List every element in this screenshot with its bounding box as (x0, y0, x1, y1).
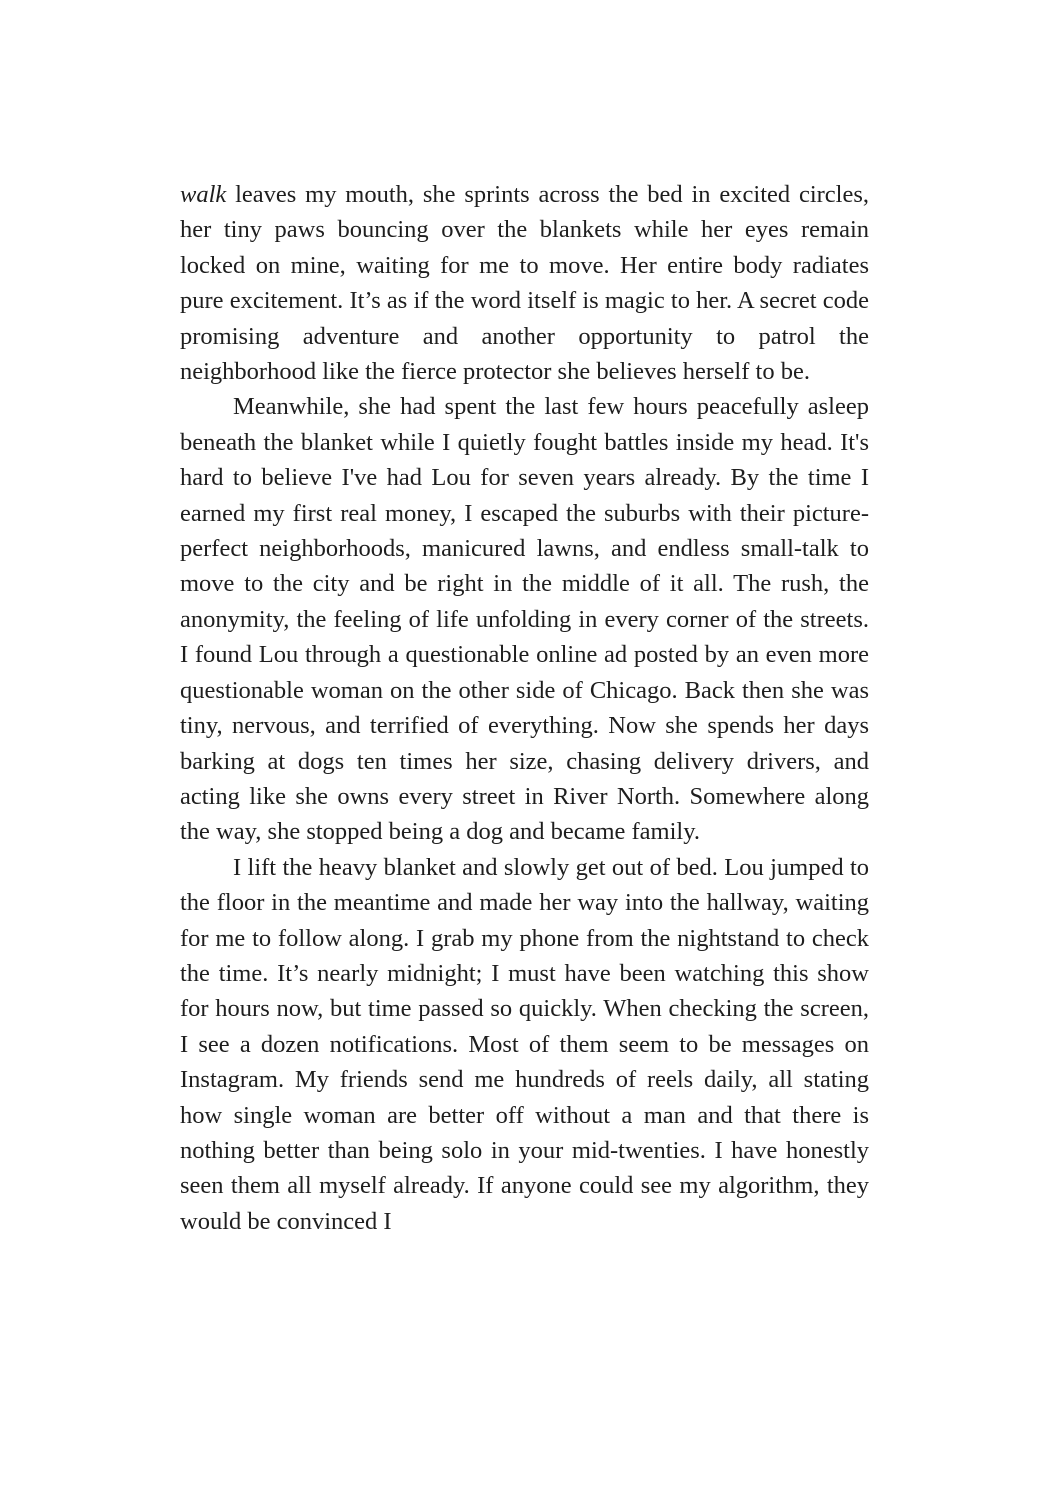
paragraph-1 (180, 177, 869, 389)
paragraph-3: I lift the heavy blanket and slowly get out of bed. Lou jumped to the floor in the meantime and made her way into the hallway, waiting for me to follow along. I grab my phone from the nightstand to check the time. It’s nearly midnight; I must have been watching this show for hours now, but time passed so quickly. When checking the screen, I see a dozen notifications. Most of them seem to be messages on Instagram. My friends send me hundreds of reels daily, all stating how single woman are better off without a man and that there is nothing better than being solo in your mid-twenties. I have honestly seen them all myself already. If anyone could see my algorithm, they would be convinced I (180, 853, 869, 1235)
paragraph-2: Meanwhile, she had spent the last few hours peacefully asleep beneath the blanket while I quietly fought battles inside my head. It's hard to believe I've had Lou for seven years already. By the time I earned my first real money, I escaped the suburbs with their picture-perfect neighborhoods, manicured lawns, and endless small-talk to move to the city and be right in the middle of it all. The rush, the anonymity, the feeling of life unfolding in every corner of the streets. I found Lou through a questionable online ad posted by an even more questionable woman on the other side of Chicago. Back then she was tiny, nervous, and terrified of everything. Now she spends her days barking at dogs ten times her size, chasing delivery drivers, and acting like she owns every street in River North. Somewhere along the way, she stopped being a dog and became family. (180, 393, 869, 846)
italic-word: walk (180, 181, 227, 208)
body-text (180, 177, 869, 1239)
paragraph-1-text: leaves my mouth, she sprints across the bed in excited circles, her tiny paws bouncing over the blankets while her eyes remain locked on mine, waiting for me to move. Her entire body radiates pure excitement. It’s as if the word itself is magic to her. A secret code promising adventure and another opportunity to patrol the neighborhood like the fierce protector she believes herself to be. (180, 181, 869, 386)
